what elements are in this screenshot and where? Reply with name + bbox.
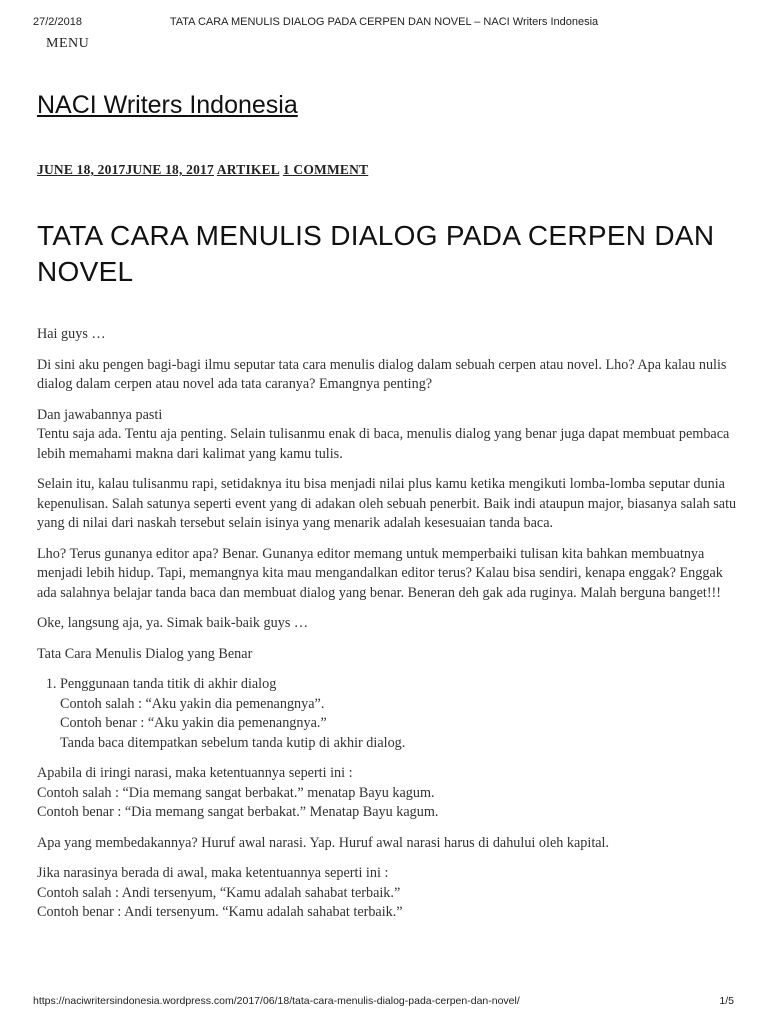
example-right: Contoh benar : Andi tersenyum. “Kamu adalah sahabat terbaik.” — [37, 904, 403, 920]
menu-button[interactable]: MENU — [46, 36, 90, 51]
print-title: TATA CARA MENULIS DIALOG PADA CERPEN DAN NOVEL – NACI Writers Indonesia — [169, 16, 599, 28]
paragraph: Hai guys … — [37, 326, 106, 342]
paragraph-line: Tentu saja ada. Tentu aja penting. Selain tulisanmu enak di baca, menulis dialog yang benar juga dapat membuat pembaca lebih memahami makna dari kalimat yang kamu tulis. — [37, 426, 730, 462]
post-content — [37, 325, 742, 934]
category-link[interactable]: ARTIKEL — [216, 162, 280, 177]
paragraph — [37, 764, 742, 823]
paragraph — [37, 864, 742, 923]
example-wrong: Contoh salah : “Aku yakin dia pemenangnya”. — [60, 695, 325, 712]
page-number: 1/5 — [719, 995, 734, 1007]
list-item — [60, 675, 742, 753]
paragraph: Selain itu, kalau tulisanmu rapi, setidaknya itu bisa menjadi nilai plus kamu ketika mengikuti lomba-lomba seputar dunia kepenulisan. Salah satunya seperti event yang di adakan oleh sebuah penerbit. Baik indi ataupun major, biasanya salah satu yang di nilai dari naskah tersebut selain isinya yang menarik adalah kesesuaian tanda baca. — [37, 476, 737, 531]
section-heading: Tata Cara Menulis Dialog yang Benar — [37, 645, 253, 662]
site-title-link[interactable]: NACI Writers Indonesia — [37, 91, 298, 119]
paragraph: Lho? Terus gunanya editor apa? Benar. Gunanya editor memang untuk memperbaiki tulisan kita bahkan membuatnya menjadi lebih hidup. Tapi, memangnya kita mau mengandalkan editor terus? Kalau bisa sendiri, kenapa enggak? Enggak ada salahnya belajar tanda baca dan membuat dialog yang benar. Beneran deh gak ada ruginya. Malah berguna banget!!! — [37, 545, 723, 601]
rule-note: Tanda baca ditempatkan sebelum tanda kutip di akhir dialog. — [60, 734, 406, 751]
example-right: Contoh benar : “Dia memang sangat berbakat.” Menatap Bayu kagum. — [37, 804, 439, 820]
print-date: 27/2/2018 — [33, 16, 82, 28]
comments-link[interactable]: 1 COMMENT — [282, 162, 369, 177]
post-title: TATA CARA MENULIS DIALOG PADA CERPEN DAN NOVEL — [37, 220, 715, 287]
example-right: Contoh benar : “Aku yakin dia pemenangnya.” — [60, 715, 327, 731]
paragraph-line: Dan jawabannya pasti — [37, 406, 163, 423]
list-item-title: Penggunaan tanda titik di akhir dialog — [60, 676, 277, 692]
paragraph — [37, 406, 742, 465]
post-date-link[interactable]: JUNE 18, 2017JUNE 18, 2017 — [37, 162, 214, 177]
paragraph: Oke, langsung aja, ya. Simak baik-baik guys … — [37, 615, 309, 631]
paragraph: Di sini aku pengen bagi-bagi ilmu seputar tata cara menulis dialog dalam sebuah cerpen atau novel. Lho? Apa kalau nulis dialog dalam cerpen atau novel ada tata caranya? Emangnya penting? — [37, 356, 727, 392]
paragraph-line: Jika narasinya berada di awal, maka ketentuannya seperti ini : — [37, 865, 389, 881]
paragraph-line: Apabila di iringi narasi, maka ketentuannya seperti ini : — [37, 765, 353, 781]
example-wrong: Contoh salah : “Dia memang sangat berbakat.” menatap Bayu kagum. — [37, 784, 435, 801]
paragraph: Apa yang membedakannya? Huruf awal narasi. Yap. Huruf awal narasi harus di dahului oleh kapital. — [37, 834, 610, 851]
post-meta — [37, 162, 368, 178]
rules-list — [37, 675, 742, 753]
print-url: https://naciwritersindonesia.wordpress.com/2017/06/18/tata-cara-menulis-dialog-pada-cerpen-dan-novel/ — [33, 995, 520, 1007]
example-wrong: Contoh salah : Andi tersenyum, “Kamu adalah sahabat terbaik.” — [37, 884, 401, 901]
